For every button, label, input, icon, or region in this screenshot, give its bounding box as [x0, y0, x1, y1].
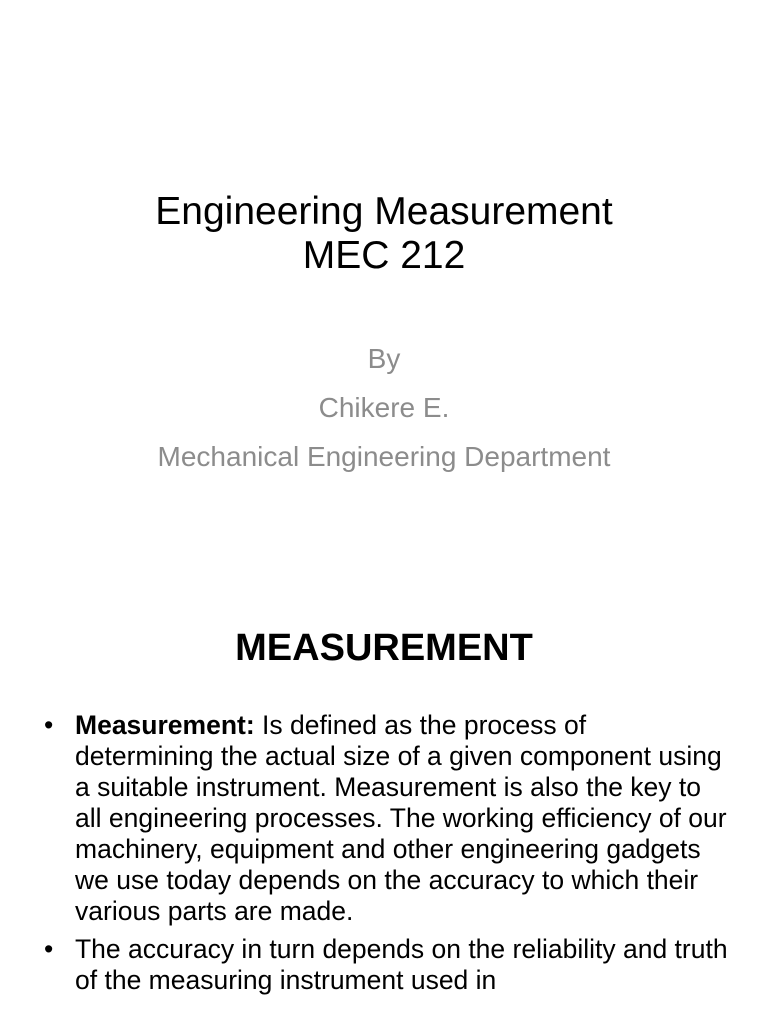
- bullet-text: The accuracy in turn depends on the reliability and truth of the measuring instrument used in: [75, 934, 728, 995]
- slide-title: [0, 190, 768, 278]
- bullet-item: [44, 934, 730, 996]
- slide-heading: MEASUREMENT: [235, 627, 533, 669]
- bullet-marker: •: [44, 710, 54, 740]
- content-slide: [0, 576, 768, 1024]
- subtitle-by: By: [367, 343, 401, 374]
- title-line-1: Engineering Measurement: [155, 190, 613, 233]
- slide-subtitle: [0, 334, 768, 481]
- subtitle-author: Chikere E.: [318, 392, 450, 423]
- bullet-term: Measurement:: [75, 710, 255, 740]
- bullet-list: [44, 710, 730, 1003]
- bullet-text: Is defined as the process of determining the actual size of a given component using a suitable instrument. Measurement is also the key to all engineering processes. The working efficiency of our machinery, equipment and other engineering gadgets we use today depends on the accuracy to which their various parts are made.: [75, 710, 727, 926]
- bullet-item: [44, 710, 730, 927]
- title-line-2: MEC 212: [302, 234, 466, 277]
- subtitle-department: Mechanical Engineering Department: [157, 441, 611, 472]
- bullet-marker: •: [44, 934, 54, 964]
